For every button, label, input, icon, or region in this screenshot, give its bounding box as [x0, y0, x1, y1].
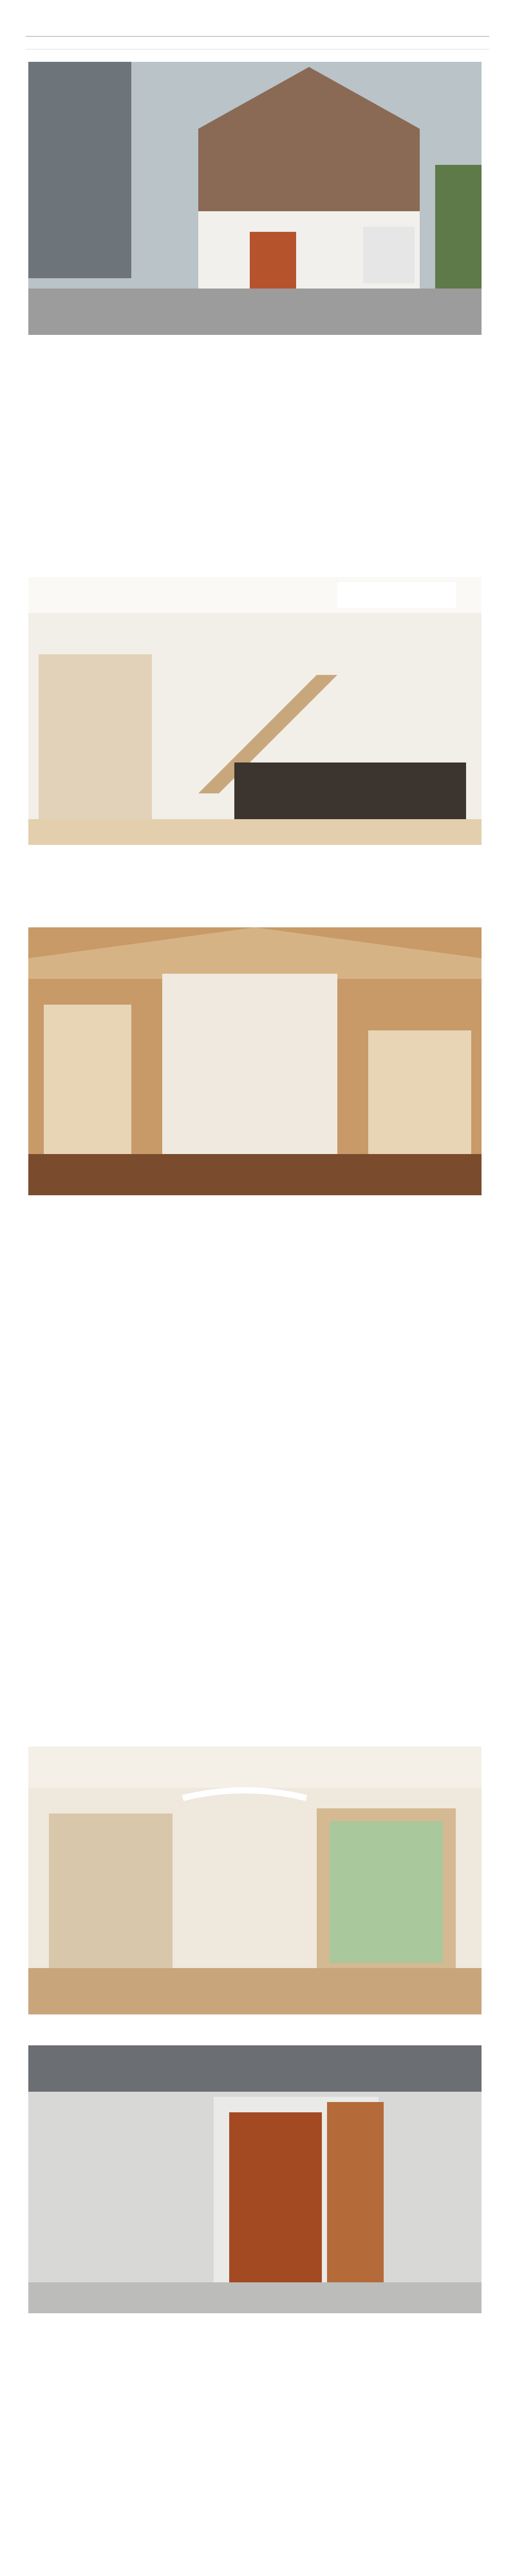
- entrance-illustration: [28, 2045, 482, 2313]
- photo-exterior: [28, 62, 482, 335]
- housing-plan: [26, 2555, 489, 2558]
- photo-family-room: [28, 927, 482, 1195]
- photo-entrance: [28, 2045, 482, 2313]
- photo-kitchen: [28, 1747, 482, 2014]
- article-title: [26, 9, 489, 30]
- photo-living-room: [28, 577, 482, 845]
- living-room-illustration: [28, 577, 482, 845]
- family-room-illustration: [28, 927, 482, 1195]
- kitchen-illustration: [28, 1747, 482, 2014]
- article-header: [26, 9, 489, 49]
- article-meta: [26, 36, 489, 49]
- exterior-illustration: [28, 62, 482, 335]
